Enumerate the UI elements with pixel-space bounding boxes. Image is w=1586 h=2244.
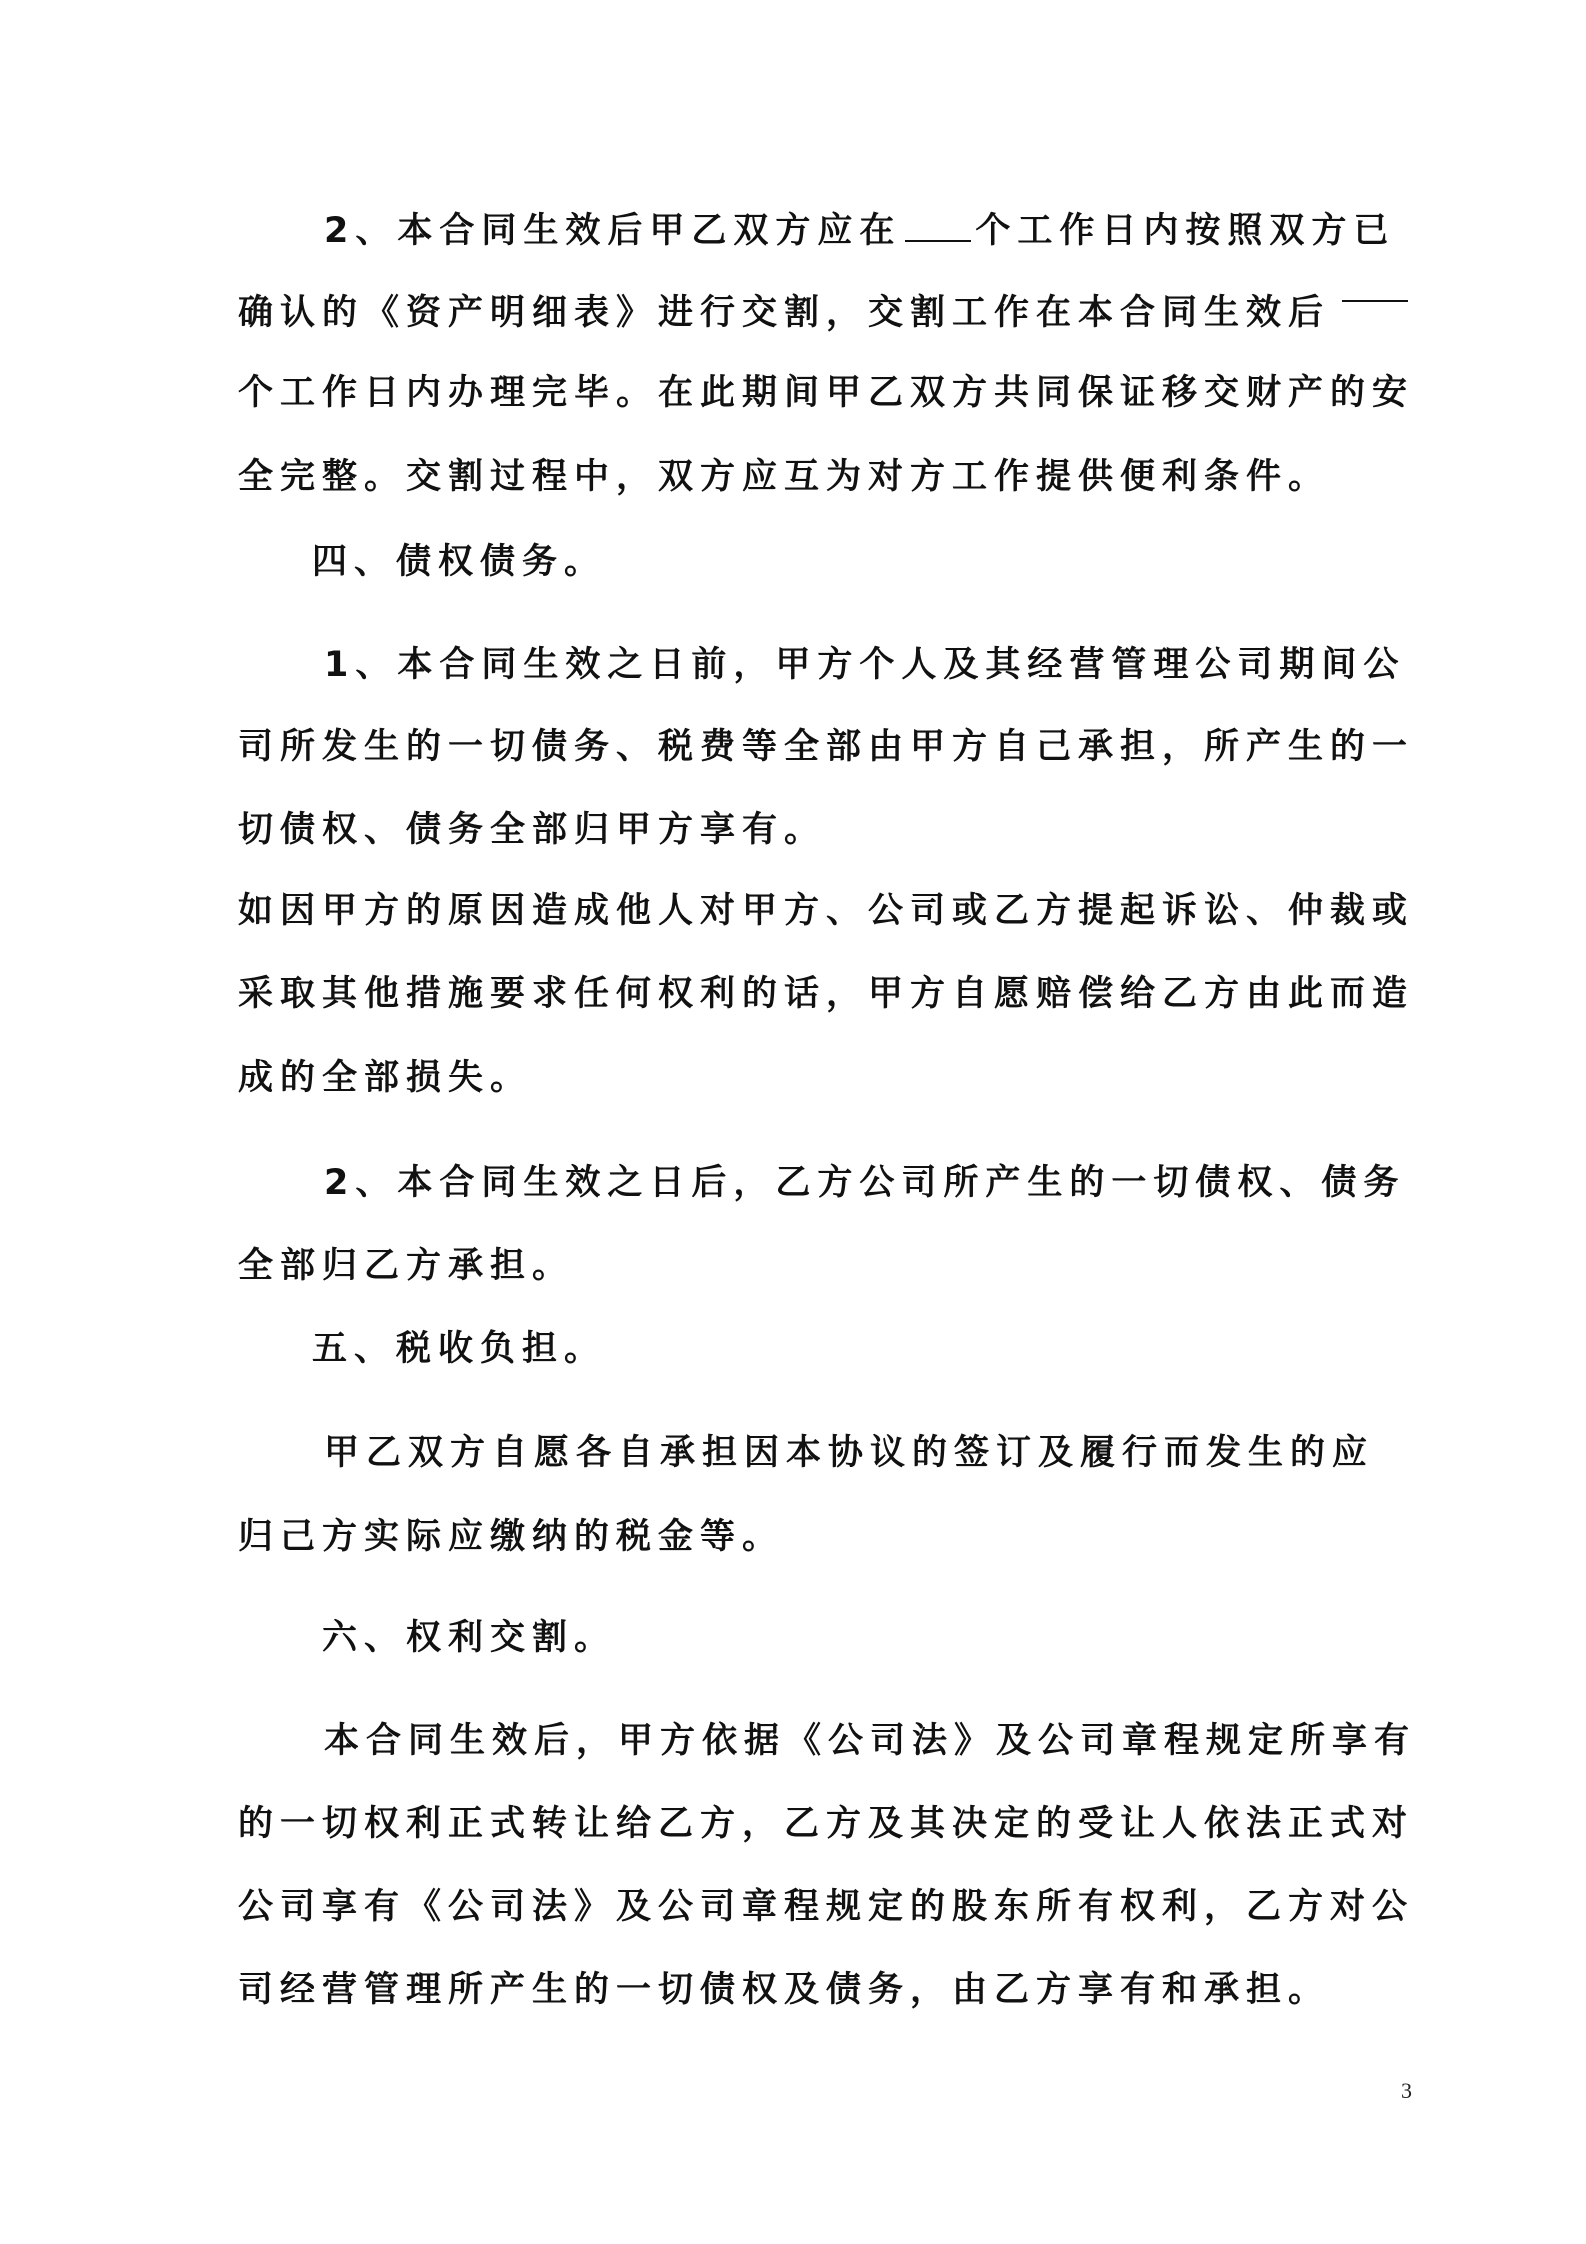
paragraph-line: 2、本合同生效之日后，乙方公司所产生的一切债权、债务 xyxy=(324,1163,1406,1203)
section-heading: 六、权利交割。 xyxy=(322,1618,617,1658)
paragraph-line: 成的全部损失。 xyxy=(238,1058,533,1098)
page-number: 3 xyxy=(1401,2078,1412,2103)
paragraph-line: 本合同生效后，甲方依据《公司法》及公司章程规定所享有 xyxy=(324,1721,1417,1761)
paragraph-line xyxy=(324,210,1395,251)
paragraph-line: 如因甲方的原因造成他人对甲方、公司或乙方提起诉讼、仲裁或 xyxy=(238,891,1415,931)
paragraph-line: 确认的《资产明细表》进行交割，交割工作在本合同生效后 xyxy=(238,293,1331,333)
paragraph-line: 的一切权利正式转让给乙方，乙方及其决定的受让人依法正式对 xyxy=(238,1804,1415,1844)
paragraph-line: 个工作日内办理完毕。在此期间甲乙双方共同保证移交财产的安 xyxy=(238,373,1415,413)
section-heading: 五、税收负担。 xyxy=(312,1329,607,1369)
fill-in-blank xyxy=(905,210,971,242)
fill-in-blank xyxy=(1342,300,1408,302)
paragraph-line: 甲乙双方自愿各自承担因本协议的签订及履行而发生的应 xyxy=(324,1433,1375,1473)
paragraph-line: 司经营管理所产生的一切债权及债务，由乙方享有和承担。 xyxy=(238,1970,1331,2010)
section-heading: 四、债权债务。 xyxy=(312,542,607,582)
paragraph-line: 全完整。交割过程中，双方应互为对方工作提供便利条件。 xyxy=(238,457,1331,497)
paragraph-line: 司所发生的一切债务、税费等全部由甲方自己承担，所产生的一 xyxy=(238,727,1415,767)
paragraph-line: 1、本合同生效之日前，甲方个人及其经营管理公司期间公 xyxy=(324,645,1406,685)
paragraph-line: 切债权、债务全部归甲方享有。 xyxy=(238,810,827,850)
paragraph-line: 公司享有《公司法》及公司章程规定的股东所有权利，乙方对公 xyxy=(238,1887,1415,1927)
paragraph-line: 全部归乙方承担。 xyxy=(238,1246,575,1286)
paragraph-line: 归己方实际应缴纳的税金等。 xyxy=(238,1517,785,1557)
text-segment: 2、本合同生效后甲乙双方应在 xyxy=(324,211,902,251)
paragraph-line: 采取其他措施要求任何权利的话，甲方自愿赔偿给乙方由此而造 xyxy=(238,974,1415,1014)
text-segment: 个工作日内按照双方已 xyxy=(975,211,1396,251)
